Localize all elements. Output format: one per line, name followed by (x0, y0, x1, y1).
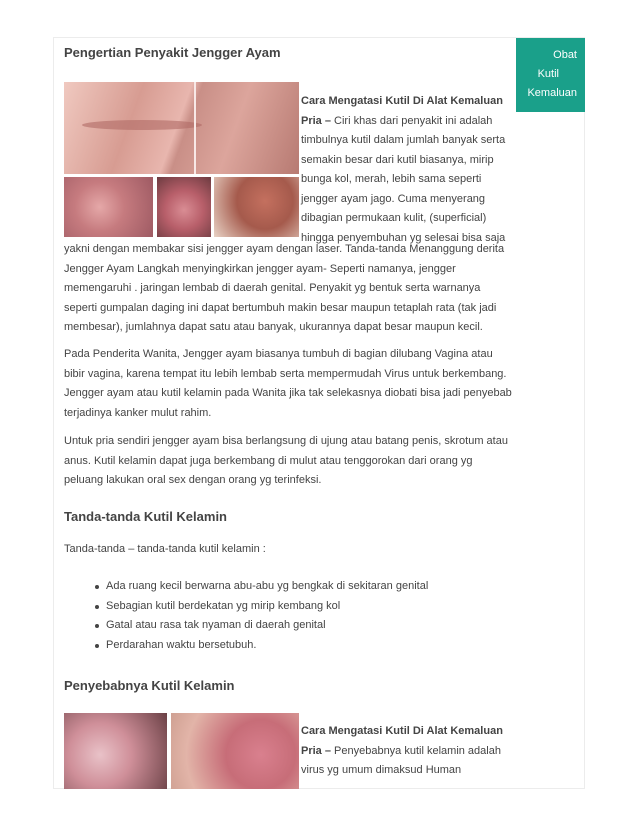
cause-side-body: Penyebabnya kutil kelamin adalah virus yg umum dimaksud Human (301, 744, 501, 776)
category-badge[interactable] (516, 38, 585, 112)
photo-collage-middle (157, 177, 211, 237)
paragraph-women: Pada Penderita Wanita, Jengger ayam biasanya tumbuh di bagian dilubang Vagina atau bibir vagina, karena tempat itu lebih lembab serta mempermudah Virus untuk berkembang. Jengger ayam atau kutil kelamin pada Wanita jika tak selekasnya diobati bisa jadi penyebab terjadinya kanker mulut rahim. (64, 348, 512, 419)
signs-list (95, 577, 428, 655)
intro-side-body: Ciri khas dari penyakit ini adalah timbulnya kutil dalam jumlah banyak serta semakin besar dari kutil biasanya, mirip bunga kol, merah, lebih sama seperti jengger ayam jago. Cuma menyerang dibagian permukaan kulit, (superficial) hingga penyembuhan yg selesai bisa saja (301, 114, 506, 244)
badge-line-3: Kemaluan (527, 87, 577, 99)
heading-causes: Penyebabnya Kutil Kelamin (64, 678, 235, 693)
photo-cause-left (64, 713, 167, 789)
badge-line-2: Kutil (537, 68, 559, 80)
article-title: Pengertian Penyakit Jengger Ayam (64, 45, 281, 60)
paragraph-men: Untuk pria sendiri jengger ayam bisa berlangsung di ujung atau batang penis, skrotum atau anus. Kutil kelamin dapat juga berkembang di mulut atau tenggorokan dari orang yg peluang lakukan oral sex dengan orang yg terinfeksi. (64, 435, 508, 486)
intro-continuation: yakni dengan membakar sisi jengger ayam dengan laser. Tanda-tanda Menanggung derita Jengger Ayam Langkah menyingkirkan jengger ayam- Seperti namanya, jengger memengaruhi . jaringan lembab di daerah genital. Penyakit yg bentuk serta warnanya seperti gumpalan daging ini dapat bertumbuh makin besar maupun tetaplah rata (tak jadi membesar), jumlahnya dapat satu atau banyak, ukurannya dapat besar maupun kecil. (64, 243, 505, 333)
intro-side-text (301, 92, 513, 248)
cause-bold-lead: Cara Mengatasi Kutil Di Alat Kemaluan Pria – (301, 725, 503, 757)
list-item: Gatal atau rasa tak nyaman di daerah genital (95, 616, 428, 636)
badge-line-1: Obat (553, 49, 577, 61)
list-item: Sebagian kutil berdekatan yg mirip kembang kol (95, 597, 428, 617)
intro-bold-lead: Cara Mengatasi Kutil Di Alat Kemaluan Pria – (301, 95, 503, 127)
photo-cause-right (171, 713, 299, 789)
photo-collage-right (214, 177, 299, 237)
cause-side-text (301, 722, 513, 781)
list-item: Ada ruang kecil berwarna abu-abu yg bengkak di sekitaran genital (95, 577, 428, 597)
photo-collage-top (64, 82, 299, 174)
photo-collage-left (64, 177, 153, 237)
list-item: Perdarahan waktu bersetubuh. (95, 636, 428, 656)
heading-signs: Tanda-tanda Kutil Kelamin (64, 509, 227, 524)
signs-intro: Tanda-tanda – tanda-tanda kutil kelamin : (64, 543, 266, 555)
